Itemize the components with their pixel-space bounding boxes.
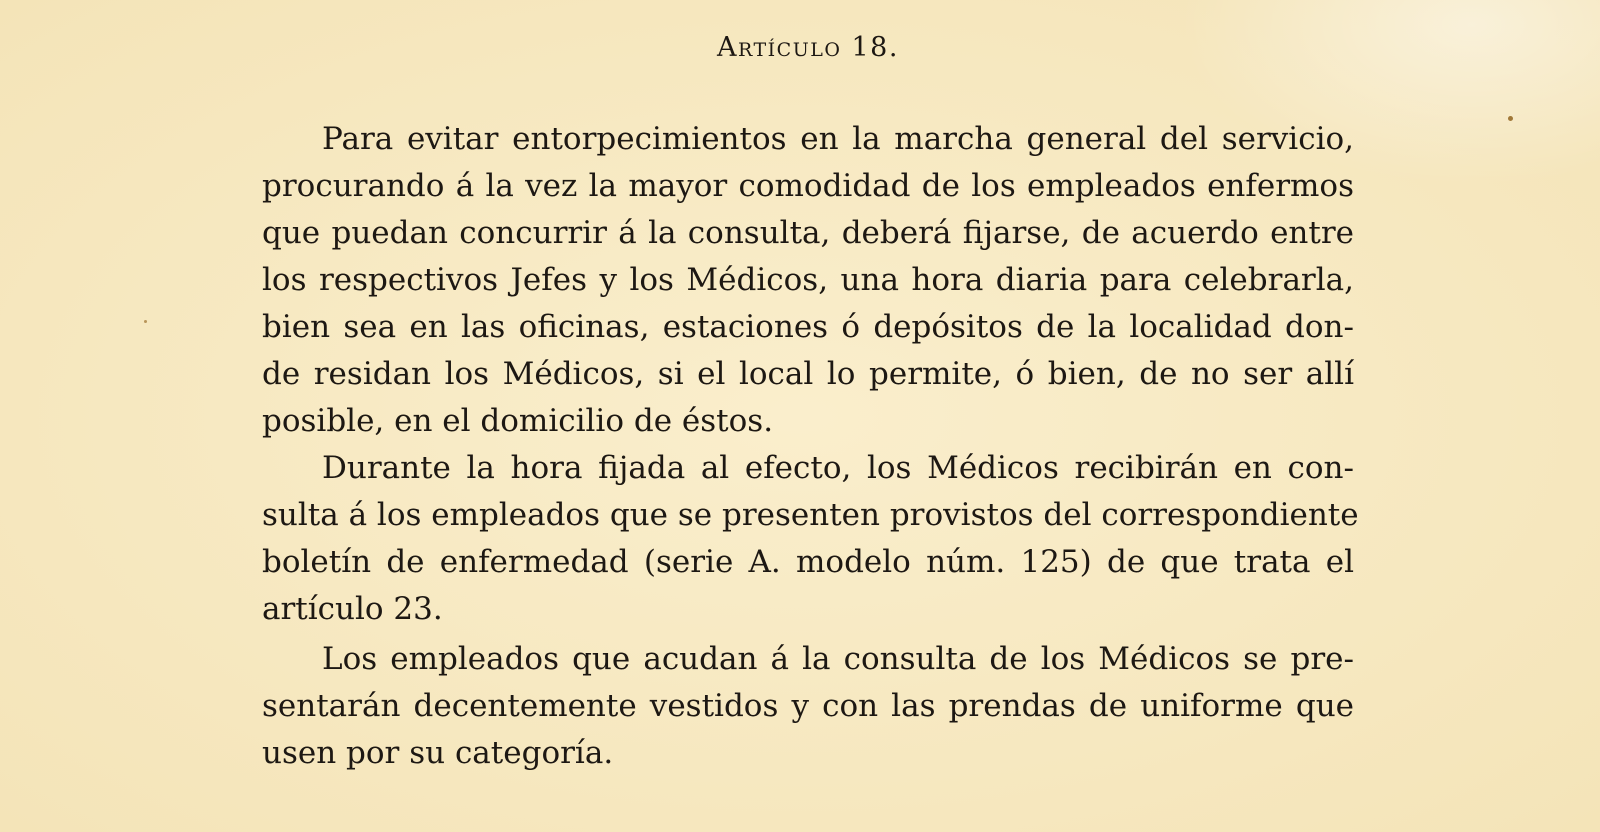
text-line: sentarán decentemente vestidos y con las prendas de uniforme que bbox=[262, 688, 1354, 724]
text-line: artículo 23. bbox=[262, 591, 443, 627]
document-page bbox=[262, 28, 1359, 777]
paragraph-1 bbox=[262, 116, 1354, 445]
paragraph-2 bbox=[262, 445, 1359, 633]
paper-speck bbox=[1508, 116, 1513, 121]
text-line: bien sea en las oficinas, estaciones ó depósitos de la localidad don- bbox=[262, 309, 1354, 345]
text-line: Los empleados que acudan á la consulta de los Médicos se pre- bbox=[322, 641, 1354, 677]
text-line: Durante la hora fijada al efecto, los Médicos recibirán en con- bbox=[322, 450, 1354, 486]
text-line: boletín de enfermedad (serie A. modelo núm. 125) de que trata el bbox=[262, 544, 1354, 580]
text-line: de residan los Médicos, si el local lo permite, ó bien, de no ser allí bbox=[262, 356, 1354, 392]
text-line: que puedan concurrir á la consulta, deberá fijarse, de acuerdo entre bbox=[262, 215, 1354, 251]
text-line: usen por su categoría. bbox=[262, 735, 614, 771]
text-line: sulta á los empleados que se presenten provistos del correspondiente bbox=[262, 497, 1359, 533]
paper-speck bbox=[144, 320, 147, 323]
paragraph-3 bbox=[262, 636, 1354, 777]
text-line: procurando á la vez la mayor comodidad de los empleados enfermos bbox=[262, 168, 1354, 204]
text-line: posible, en el domicilio de éstos. bbox=[262, 403, 774, 439]
text-line: Para evitar entorpecimientos en la marcha general del servicio, bbox=[322, 121, 1354, 157]
article-title: Artículo 18. bbox=[717, 32, 899, 63]
text-line: los respectivos Jefes y los Médicos, una hora diaria para celebrarla, bbox=[262, 262, 1354, 298]
